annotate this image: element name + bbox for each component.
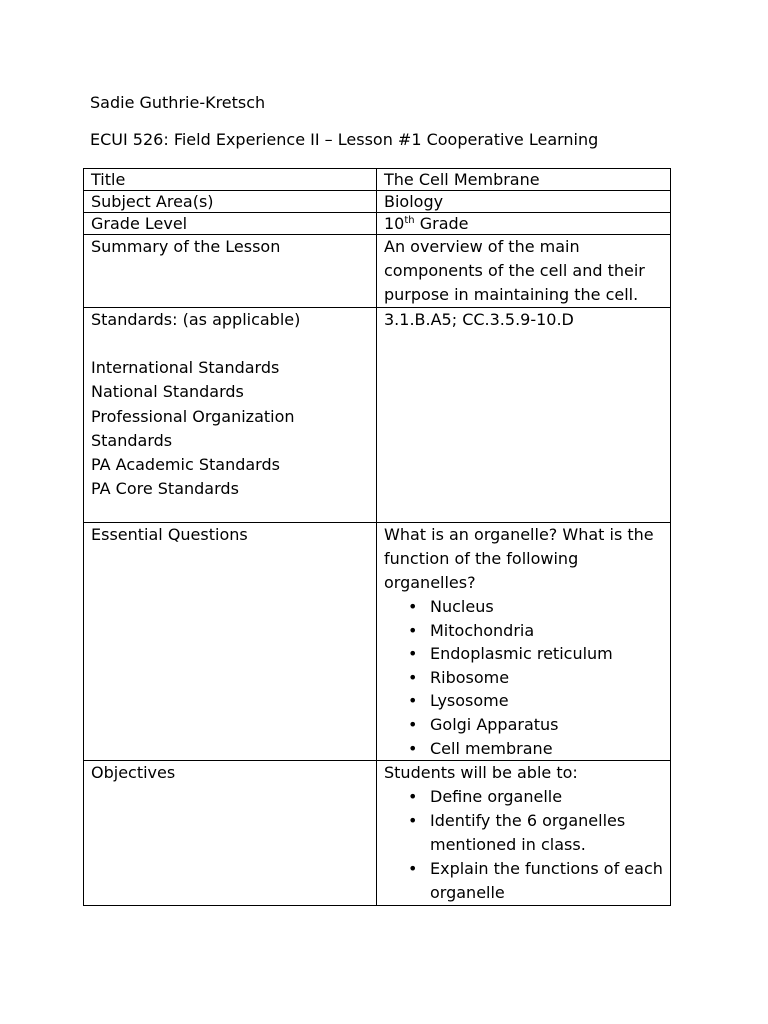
table-row-objectives [84,761,671,906]
essential-questions-intro: What is an organelle? What is the function of the following organelles? [384,525,654,592]
standards-line: PA Core Standards [91,479,239,499]
subject-label: Subject Area(s) [84,191,377,213]
table-row-standards [84,308,671,523]
grade-word: Grade [414,214,469,233]
standards-list [91,356,370,502]
course-title: ECUI 526: Field Experience II – Lesson #1 Cooperative Learning [90,130,599,149]
objectives-label: Objectives [84,761,377,906]
lesson-plan-table [83,168,671,906]
list-item: • Endoplasmic reticulum [430,642,664,666]
essential-questions-label: Essential Questions [84,523,377,761]
standards-cell [84,308,377,523]
table-row-summary [84,235,671,308]
objectives-intro: Students will be able to: [384,763,578,783]
summary-value: An overview of the main components of the cell and their purpose in maintaining the cell. [377,235,671,308]
list-item: • Cell membrane [430,737,664,761]
objectives-list [384,785,664,905]
standards-line: PA Academic Standards [91,455,280,475]
list-item: • Define organelle [430,785,664,809]
grade-label: Grade Level [84,213,377,235]
table-row-title [84,169,671,191]
list-item: • Explain the functions of each organelle [430,857,664,905]
essential-questions-cell [377,523,671,761]
table-row-subject [84,191,671,213]
author-name: Sadie Guthrie-Kretsch [90,93,266,112]
title-value: The Cell Membrane [377,169,671,191]
grade-suffix: th [404,215,415,226]
standards-value: 3.1.B.A5; CC.3.5.9-10.D [377,308,671,523]
list-item: • Identify the 6 organelles mentioned in class. [430,809,664,857]
objectives-cell [377,761,671,906]
standards-line: National Standards [91,382,244,402]
list-item: • Ribosome [430,666,664,690]
grade-number: 10 [384,214,405,233]
title-label: Title [84,169,377,191]
list-item: • Golgi Apparatus [430,713,664,737]
list-item: • Mitochondria [430,619,664,643]
table-row-grade [84,213,671,235]
table-row-essential-questions [84,523,671,761]
list-item: • Lysosome [430,689,664,713]
standards-line: International Standards [91,358,280,377]
summary-label: Summary of the Lesson [84,235,377,308]
standards-label: Standards: (as applicable) [91,310,301,329]
list-item: • Nucleus [430,595,664,619]
grade-value [377,213,671,235]
standards-line: Professional Organization Standards [91,406,295,450]
organelle-list [384,595,664,760]
subject-value: Biology [377,191,671,213]
